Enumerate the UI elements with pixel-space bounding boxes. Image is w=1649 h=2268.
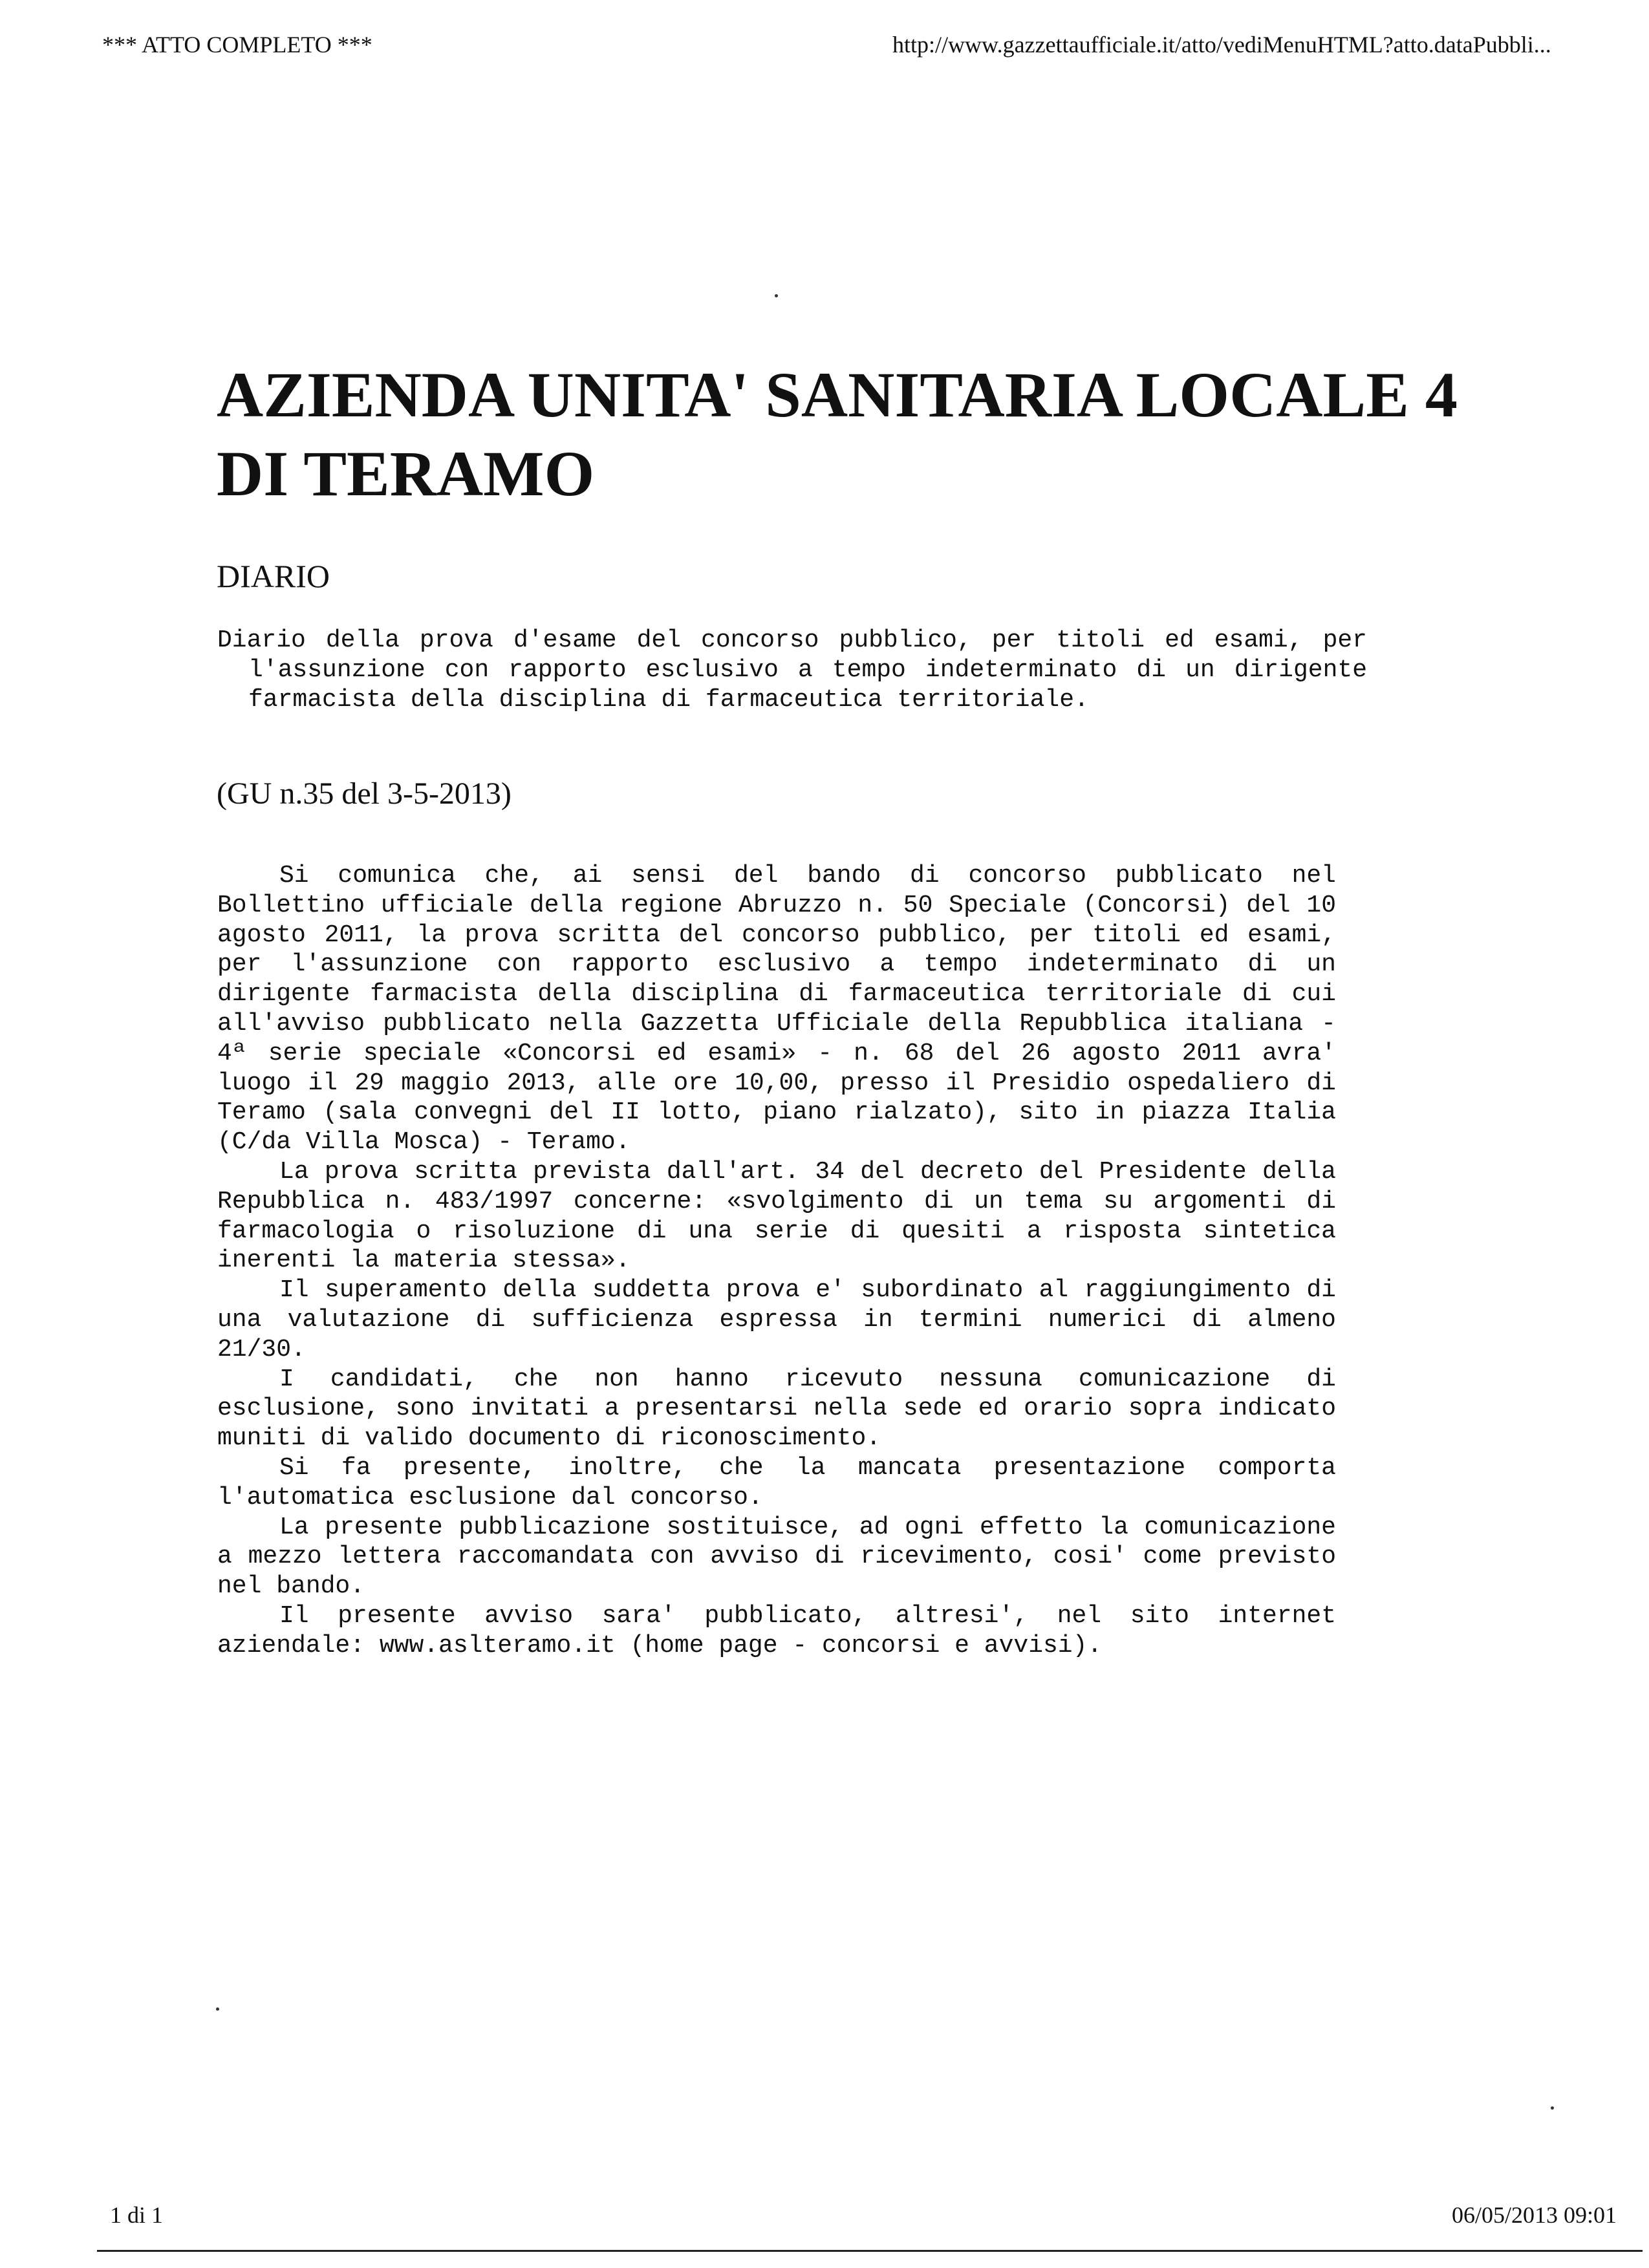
section-label: DIARIO xyxy=(217,558,330,594)
bottom-rule xyxy=(97,2250,1643,2252)
body-paragraph: I candidati, che non hanno ricevuto nessuna comunicazione di esclusione, sono invitati a presentarsi nella sede ed orario sopra indicato muniti di valido documento di riconoscimento. xyxy=(217,1365,1336,1453)
body-paragraph: Il presente avviso sara' pubblicato, altresi', nel sito internet aziendale: www.aslteramo.it (home page - concorsi e avvisi). xyxy=(217,1601,1336,1660)
document-body xyxy=(217,861,1336,1661)
body-paragraph: Il superamento della suddetta prova e' subordinato al raggiungimento di una valutazione di sufficienza espressa in termini numerici di almeno 21/30. xyxy=(217,1276,1336,1364)
body-paragraph: La prova scritta prevista dall'art. 34 del decreto del Presidente della Repubblica n. 483/1997 concerne: «svolgimento di un tema su argomenti di farmacologia o risoluzione di una serie di quesiti a risposta sintetica inerenti la materia stessa». xyxy=(217,1157,1336,1275)
page-number: 1 di 1 xyxy=(110,2202,164,2228)
scan-speck xyxy=(1551,2106,1554,2110)
scan-speck xyxy=(216,2007,219,2011)
body-paragraph: Si fa presente, inoltre, che la mancata presentazione comporta l'automatica esclusione dal concorso. xyxy=(217,1453,1336,1512)
print-timestamp: 06/05/2013 09:01 xyxy=(1452,2202,1617,2228)
document-title: AZIENDA UNITA' SANITARIA LOCALE 4 DI TERAMO xyxy=(217,359,1458,509)
scan-speck xyxy=(775,294,778,297)
print-header-label: *** ATTO COMPLETO *** xyxy=(102,32,372,58)
gazette-reference: (GU n.35 del 3-5-2013) xyxy=(217,776,512,811)
body-paragraph: Si comunica che, ai sensi del bando di concorso pubblicato nel Bollettino ufficiale della regione Abruzzo n. 50 Speciale (Concorsi) del 10 agosto 2011, la prova scritta del concorso pubblico, per titoli ed esami, per l'assunzione con rapporto esclusivo a tempo indeterminato di un dirigente farmacista della disciplina di farmaceutica territoriale di cui all'avviso pubblicato nella Gazzetta Ufficiale della Repubblica italiana - 4ª serie speciale «Concorsi ed esami» - n. 68 del 26 agosto 2011 avra' luogo il 29 maggio 2013, alle ore 10,00, presso il Presidio ospedaliero di Teramo (sala convegni del II lotto, piano rialzato), sito in piazza Italia (C/da Villa Mosca) - Teramo. xyxy=(217,862,1336,1157)
print-header-url: http://www.gazzettaufficiale.it/atto/vediMenuHTML?atto.dataPubbli... xyxy=(892,32,1551,58)
document-summary: Diario della prova d'esame del concorso pubblico, per titoli ed esami, per l'assunzione con rapporto esclusivo a tempo indeterminato di un dirigente farmacista della disciplina di farmaceutica territoriale. xyxy=(217,626,1367,714)
body-paragraph: La presente pubblicazione sostituisce, ad ogni effetto la comunicazione a mezzo lettera raccomandata con avviso di ricevimento, cosi' come previsto nel bando. xyxy=(217,1513,1336,1601)
